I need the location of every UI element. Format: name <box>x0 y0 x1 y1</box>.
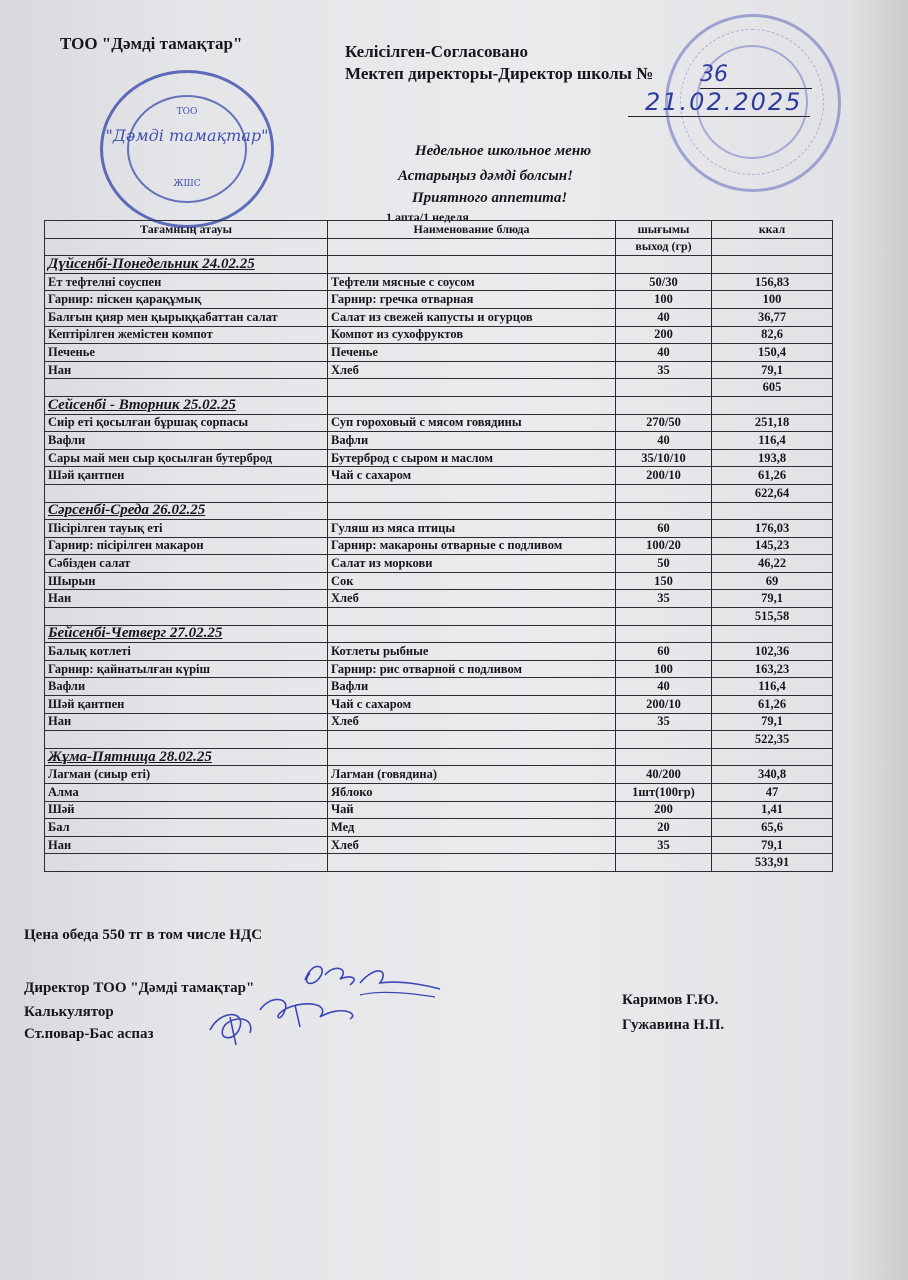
dish-name-kz: Вафли <box>45 432 328 450</box>
dish-row <box>45 766 833 784</box>
school-number: 36 <box>700 62 728 87</box>
dish-yield: 270/50 <box>616 414 712 432</box>
empty-cell <box>328 748 616 766</box>
dish-kcal: 61,26 <box>712 696 833 714</box>
dish-yield: 35 <box>616 590 712 608</box>
dish-yield: 100 <box>616 660 712 678</box>
dish-name-kz: Гарнир: пісірілген макарон <box>45 537 328 555</box>
dish-name-kz: Сәбізден салат <box>45 555 328 573</box>
dish-kcal: 79,1 <box>712 836 833 854</box>
day-title: Сәрсенбі-Среда 26.02.25 <box>45 502 328 520</box>
dish-name-ru: Салат из моркови <box>328 555 616 573</box>
empty-cell <box>616 502 712 520</box>
dish-row <box>45 432 833 450</box>
dish-yield: 35/10/10 <box>616 449 712 467</box>
day-title: Жұма-Пятница 28.02.25 <box>45 748 328 766</box>
dish-row <box>45 555 833 573</box>
day-total-kcal: 522,35 <box>712 731 833 749</box>
empty-cell <box>45 238 328 256</box>
dish-kcal: 69 <box>712 572 833 590</box>
dish-name-kz: Лагман (сиыр еті) <box>45 766 328 784</box>
dish-name-ru: Хлеб <box>328 836 616 854</box>
dish-yield: 1шт(100гр) <box>616 784 712 802</box>
dish-kcal: 36,77 <box>712 308 833 326</box>
dish-name-ru: Яблоко <box>328 784 616 802</box>
dish-row <box>45 537 833 555</box>
empty-cell <box>328 625 616 643</box>
dish-row <box>45 344 833 362</box>
dish-name-ru: Тефтели мясные с соусом <box>328 273 616 291</box>
dish-row <box>45 819 833 837</box>
empty-cell <box>45 379 328 397</box>
dish-row <box>45 784 833 802</box>
header-row-2 <box>45 238 833 256</box>
chef-title: Ст.повар-Бас аспаз <box>24 1026 154 1042</box>
dish-row <box>45 414 833 432</box>
dish-name-ru: Гарнир: гречка отварная <box>328 291 616 309</box>
school-stamp <box>665 14 841 192</box>
day-title-row <box>45 502 833 520</box>
empty-cell <box>712 238 833 256</box>
dish-name-kz: Алма <box>45 784 328 802</box>
col-kcal: ккал <box>712 221 833 239</box>
stamp-company-name: "Дәмді тамақтар" <box>105 126 269 145</box>
dish-yield: 35 <box>616 713 712 731</box>
dish-kcal: 145,23 <box>712 537 833 555</box>
dish-name-kz: Шәй қантпен <box>45 696 328 714</box>
empty-cell <box>328 396 616 414</box>
dish-kcal: 102,36 <box>712 643 833 661</box>
empty-cell <box>616 854 712 872</box>
director-name: Каримов Г.Ю. <box>622 992 719 1008</box>
dish-name-kz: Вафли <box>45 678 328 696</box>
dish-row <box>45 273 833 291</box>
empty-cell <box>712 396 833 414</box>
menu-title: Недельное школьное меню <box>415 143 592 159</box>
dish-name-kz: Гарнир: піскен қарақұмық <box>45 291 328 309</box>
empty-cell <box>616 731 712 749</box>
dish-row <box>45 696 833 714</box>
dish-name-ru: Чай <box>328 801 616 819</box>
dish-yield: 200 <box>616 326 712 344</box>
dish-row <box>45 326 833 344</box>
calculator-title: Калькулятор <box>24 1004 114 1020</box>
dish-kcal: 176,03 <box>712 520 833 538</box>
dish-name-kz: Ет тефтелні соуспен <box>45 273 328 291</box>
dish-kcal: 116,4 <box>712 678 833 696</box>
dish-name-ru: Лагман (говядина) <box>328 766 616 784</box>
dish-yield: 40 <box>616 432 712 450</box>
day-title: Дүйсенбі-Понедельник 24.02.25 <box>45 256 328 274</box>
dish-yield: 100 <box>616 291 712 309</box>
dish-row <box>45 308 833 326</box>
dish-yield: 50 <box>616 555 712 573</box>
dish-kcal: 100 <box>712 291 833 309</box>
empty-cell <box>712 256 833 274</box>
dish-name-ru: Салат из свежей капусты и огурцов <box>328 308 616 326</box>
dish-kcal: 116,4 <box>712 432 833 450</box>
lunch-price: Цена обеда 550 тг в том числе НДС <box>24 927 263 943</box>
dish-name-kz: Печенье <box>45 344 328 362</box>
dish-name-ru: Бутерброд с сыром и маслом <box>328 449 616 467</box>
dish-kcal: 340,8 <box>712 766 833 784</box>
day-title-row <box>45 396 833 414</box>
dish-name-kz: Балғын қияр мен қырыққабаттан салат <box>45 308 328 326</box>
dish-name-ru: Хлеб <box>328 361 616 379</box>
menu-table <box>44 220 833 872</box>
dish-name-ru: Вафли <box>328 432 616 450</box>
empty-cell <box>45 484 328 502</box>
dish-name-ru: Чай с сахаром <box>328 696 616 714</box>
dish-yield: 60 <box>616 520 712 538</box>
dish-row <box>45 643 833 661</box>
company-stamp <box>100 70 274 228</box>
day-title-row <box>45 748 833 766</box>
dish-name-ru: Гарнир: рис отварной с подливом <box>328 660 616 678</box>
dish-name-ru: Печенье <box>328 344 616 362</box>
dish-row <box>45 467 833 485</box>
dish-yield: 150 <box>616 572 712 590</box>
dish-name-kz: Шырын <box>45 572 328 590</box>
dish-row <box>45 678 833 696</box>
day-title-row <box>45 256 833 274</box>
dish-name-kz: Сары май мен сыр қосылған бутерброд <box>45 449 328 467</box>
dish-kcal: 79,1 <box>712 361 833 379</box>
day-total-row <box>45 854 833 872</box>
col-name-kz: Тағамның атауы <box>45 221 328 239</box>
director-line: Мектеп директоры-Директор школы № <box>345 64 654 83</box>
dish-name-ru: Хлеб <box>328 590 616 608</box>
dish-kcal: 47 <box>712 784 833 802</box>
empty-cell <box>328 379 616 397</box>
wish-kz: Астарыңыз дәмді болсын! <box>398 168 573 184</box>
dish-name-kz: Шәй <box>45 801 328 819</box>
day-total-row <box>45 484 833 502</box>
dish-name-kz: Нан <box>45 361 328 379</box>
dish-yield: 40/200 <box>616 766 712 784</box>
day-total-row <box>45 379 833 397</box>
empty-cell <box>616 748 712 766</box>
empty-cell <box>328 502 616 520</box>
dish-name-kz: Балық котлеті <box>45 643 328 661</box>
dish-row <box>45 590 833 608</box>
approval-date: 21.02.2025 <box>645 88 803 116</box>
day-total-kcal: 533,91 <box>712 854 833 872</box>
dish-row <box>45 520 833 538</box>
dish-name-kz: Шәй қантпен <box>45 467 328 485</box>
empty-cell <box>328 484 616 502</box>
empty-cell <box>712 748 833 766</box>
dish-yield: 40 <box>616 308 712 326</box>
empty-cell <box>712 502 833 520</box>
dish-yield: 50/30 <box>616 273 712 291</box>
dish-kcal: 46,22 <box>712 555 833 573</box>
empty-cell <box>328 854 616 872</box>
empty-cell <box>328 256 616 274</box>
dish-row <box>45 572 833 590</box>
wish-ru: Приятного аппетита! <box>412 190 568 206</box>
dish-name-ru: Вафли <box>328 678 616 696</box>
week-label: 1 апта/1 неделя <box>386 210 469 224</box>
empty-cell <box>328 238 616 256</box>
day-total-kcal: 605 <box>712 379 833 397</box>
dish-name-ru: Хлеб <box>328 713 616 731</box>
dish-row <box>45 713 833 731</box>
stamp-zhshs-text: ЖШС <box>173 179 201 189</box>
empty-cell <box>328 731 616 749</box>
dish-kcal: 82,6 <box>712 326 833 344</box>
dish-yield: 40 <box>616 678 712 696</box>
dish-yield: 100/20 <box>616 537 712 555</box>
dish-name-ru: Мед <box>328 819 616 837</box>
dish-yield: 35 <box>616 361 712 379</box>
col-yield-ru: выход (гр) <box>616 238 712 256</box>
dish-name-kz: Гарнир: қайнатылған күріш <box>45 660 328 678</box>
dish-kcal: 193,8 <box>712 449 833 467</box>
empty-cell <box>45 731 328 749</box>
dish-kcal: 150,4 <box>712 344 833 362</box>
empty-cell <box>616 608 712 626</box>
dish-row <box>45 660 833 678</box>
empty-cell <box>328 608 616 626</box>
empty-cell <box>45 854 328 872</box>
empty-cell <box>616 396 712 414</box>
dish-name-kz: Пісірілген тауық еті <box>45 520 328 538</box>
chef-name: Гужавина Н.П. <box>622 1017 725 1033</box>
dish-name-ru: Гуляш из мяса птицы <box>328 520 616 538</box>
dish-name-ru: Котлеты рыбные <box>328 643 616 661</box>
dish-name-kz: Сиір еті қосылған бұршақ сорпасы <box>45 414 328 432</box>
empty-cell <box>45 608 328 626</box>
dish-row <box>45 361 833 379</box>
day-total-kcal: 622,64 <box>712 484 833 502</box>
dish-name-ru: Сок <box>328 572 616 590</box>
company-name: ТОО "Дәмді тамақтар" <box>60 34 243 53</box>
director-title: Директор ТОО "Дәмді тамақтар" <box>24 980 255 996</box>
empty-cell <box>712 625 833 643</box>
dish-kcal: 79,1 <box>712 713 833 731</box>
dish-yield: 200 <box>616 801 712 819</box>
day-total-kcal: 515,58 <box>712 608 833 626</box>
dish-yield: 60 <box>616 643 712 661</box>
dish-name-ru: Гарнир: макароны отварные с подливом <box>328 537 616 555</box>
dish-name-ru: Компот из сухофруктов <box>328 326 616 344</box>
dish-yield: 40 <box>616 344 712 362</box>
dish-name-kz: Нан <box>45 836 328 854</box>
dish-yield: 35 <box>616 836 712 854</box>
dish-name-ru: Суп гороховый с мясом говядины <box>328 414 616 432</box>
header-row <box>45 221 833 239</box>
paper-shadow-edge <box>848 0 908 1280</box>
dish-name-ru: Чай с сахаром <box>328 467 616 485</box>
dish-kcal: 65,6 <box>712 819 833 837</box>
dish-row <box>45 836 833 854</box>
dish-kcal: 251,18 <box>712 414 833 432</box>
day-total-row <box>45 608 833 626</box>
school-stamp-inner-ring <box>696 45 808 159</box>
day-title: Бейсенбі-Четверг 27.02.25 <box>45 625 328 643</box>
empty-cell <box>616 484 712 502</box>
empty-cell <box>616 379 712 397</box>
dish-kcal: 79,1 <box>712 590 833 608</box>
dish-row <box>45 801 833 819</box>
dish-yield: 200/10 <box>616 467 712 485</box>
day-total-row <box>45 731 833 749</box>
day-title: Сейсенбі - Вторник 25.02.25 <box>45 396 328 414</box>
dish-name-kz: Нан <box>45 713 328 731</box>
dish-row <box>45 449 833 467</box>
stamp-too-text: ТОО <box>176 107 198 117</box>
approval-label: Келісілген-Согласовано <box>345 42 529 61</box>
dish-name-kz: Кептірілген жемістен компот <box>45 326 328 344</box>
empty-cell <box>616 625 712 643</box>
dish-kcal: 61,26 <box>712 467 833 485</box>
dish-kcal: 156,83 <box>712 273 833 291</box>
day-title-row <box>45 625 833 643</box>
dish-name-kz: Нан <box>45 590 328 608</box>
dish-name-kz: Бал <box>45 819 328 837</box>
dish-row <box>45 291 833 309</box>
dish-kcal: 1,41 <box>712 801 833 819</box>
empty-cell <box>616 256 712 274</box>
dish-yield: 20 <box>616 819 712 837</box>
dish-yield: 200/10 <box>616 696 712 714</box>
dish-kcal: 163,23 <box>712 660 833 678</box>
col-name-ru: Наименование блюда <box>328 221 616 239</box>
col-yield-kz: шығымы <box>616 221 712 239</box>
handwritten-signatures <box>200 955 450 1050</box>
